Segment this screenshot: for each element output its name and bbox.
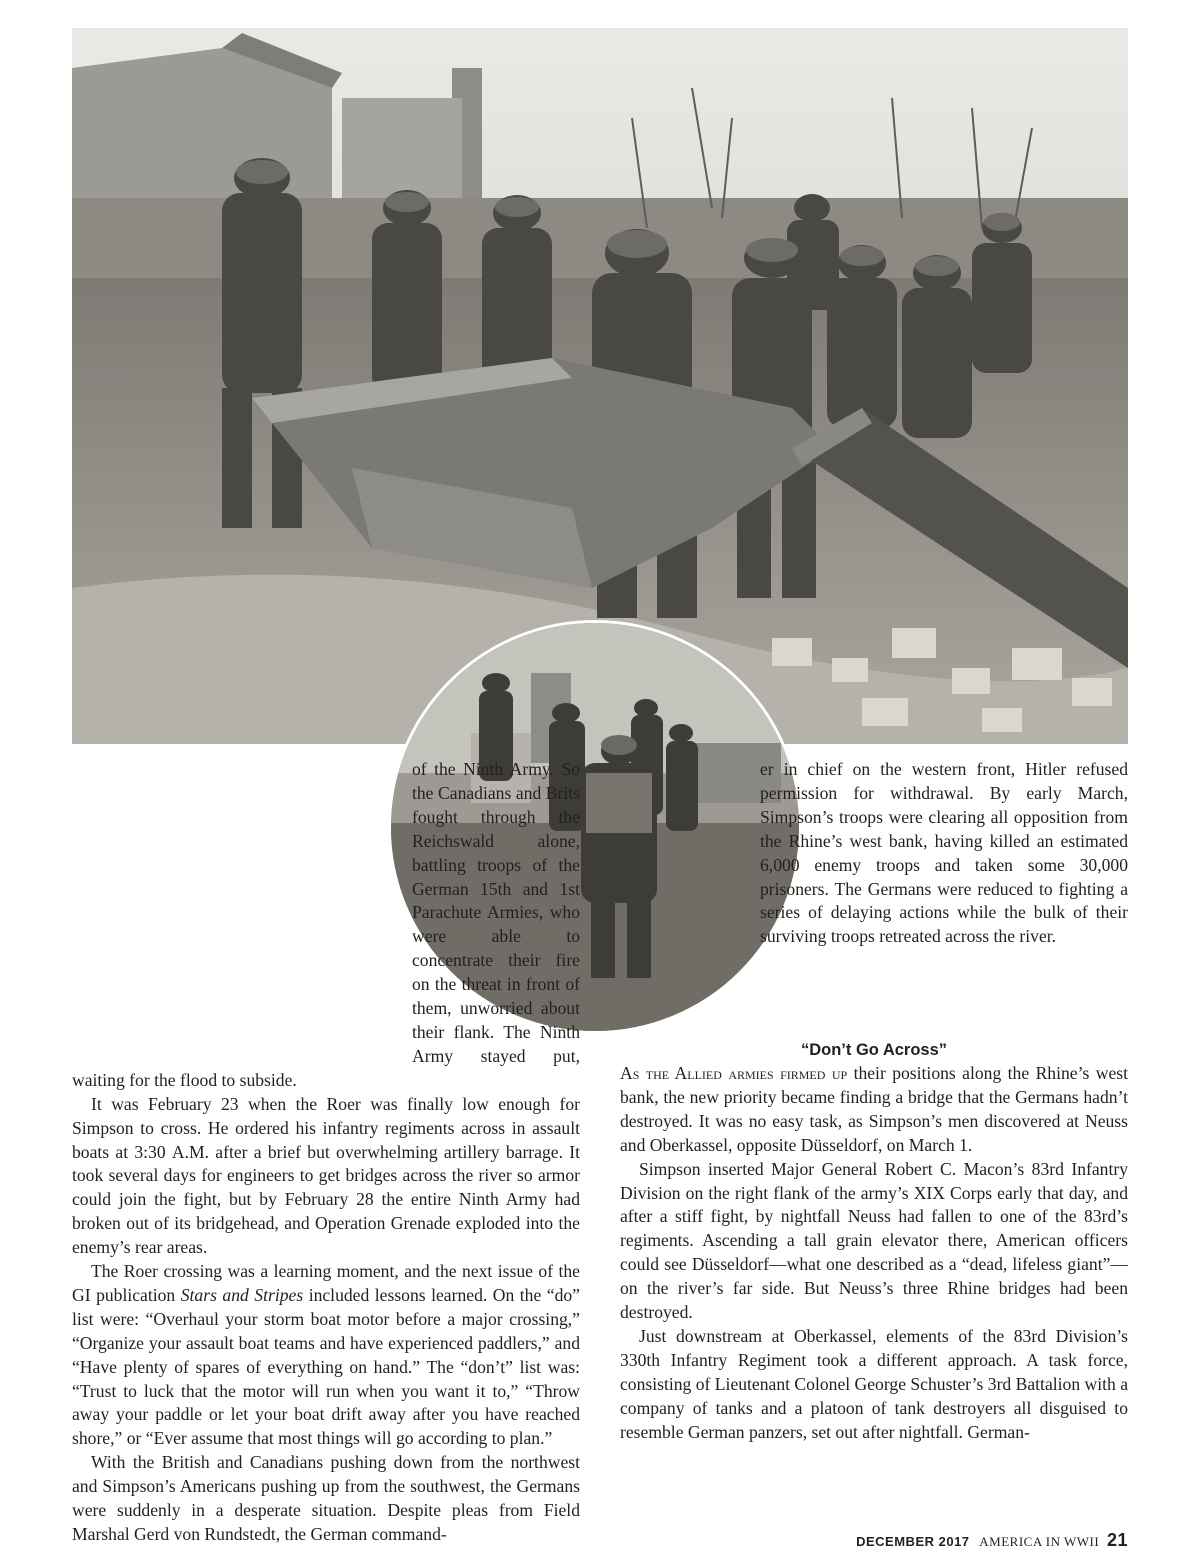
folio-magazine: AMERICA IN WWII (979, 1534, 1100, 1549)
paragraph-roer-crossing-text: It was February 23 when the Roer was finally low enough for Simpson to cross. He ordered his infantry regiments across in assault boats at 3:30 (72, 1093, 580, 1162)
paragraph-hitler-withdrawal: er in chief on the western front, Hitler refused permission for withdrawal. By early March, Simpson’s troops were clearing all opposition from the Rhine’s west bank, having killed an estimated 6,000 enemy troops and taken some 30,000 prisoners. The Germans were reduced to fighting a series of delaying actions while the bulk of their surviving troops retreated across the river. (760, 759, 1128, 947)
paragraph-oberkassel: Just downstream at Oberkassel, elements of the 83rd Division’s 330th Infantry Regiment took a different approach. A task force, consisting of Lieutenant Colonel George Schuster’s 3rd Battalion with a company of tanks and a platoon of tank destroyers all disguised to resemble German panzers, set out after nightfall. German- (620, 1325, 1129, 1442)
paragraph-allied-armies-rest: their positions along the Rhine’s west bank, the new priority became finding a bridge that the Germans hadn’t destroyed. It was no easy task, as Simpson’s men discovered at Neuss and Oberkassel, opposite Düsseldorf, on March 1. (620, 1063, 1128, 1155)
paragraph-lessons-rest: included lessons learned. On the “do” list were: “Overhaul your storm boat motor before a major crossing,” “Organize your assault boat teams and have experienced paddlers,” and “Have plenty of spares of everything on hand.” The “don’t” list was: “Trust to luck that the motor will run when you want it to,” “Throw away your paddle or let your boat drift away after you have reached shore,” or “Ever assume that most things will go according to plan.” (72, 1284, 580, 1449)
text-wrap-spacer (72, 758, 412, 1048)
article-column-right (620, 758, 1128, 1445)
paragraph-allied-armies (620, 1062, 1128, 1158)
paragraph-roer-crossing (72, 1093, 580, 1260)
paragraph-lessons-learned (72, 1260, 580, 1451)
paragraph-roer-crossing-rest: after a brief but overwhelming artillery barrage. It took several days for engineers to get bridges across the river so armor could join the fight, but by February 28 the entire Ninth Army had broken out of its bridgehead, and Operation Grenade exploded into the enemy’s rear areas. (72, 1141, 580, 1258)
lead-in-small-caps: As the Allied armies firmed up (620, 1063, 848, 1083)
publication-title: Stars and Stripes (180, 1284, 304, 1305)
paragraph-desperate-situation: With the British and Canadians pushing down from the northwest and Simpson’s Americans pushing up from the southwest, the Germans were suddenly in a desperate situation. Despite pleas from Field Marshal Gerd von Rundstedt, the German command- (72, 1452, 580, 1544)
page-number: 21 (1106, 1530, 1128, 1550)
paragraph-macon-83rd: Simpson inserted Major General Robert C. Macon’s 83rd Infantry Division on the right flank of the army’s XIX Corps early that day, and after a stiff fight, by nightfall Neuss had fallen to one of the 83rd’s regiments. Ascending a tall grain elevator there, American officers could see Düsseldorf—what one described as a “dead, lifeless giant”—on the river’s far side. But Neuss’s three Rhine bridges had been destroyed. (620, 1158, 1128, 1323)
paragraph-lessons-lead: The Roer crossing was a learning moment, and the next issue of the GI publication (72, 1261, 580, 1305)
section-subhead: “Don’t Go Across” (800, 1041, 948, 1059)
article-column-left (72, 758, 580, 1547)
time-am: A.M. (171, 1141, 210, 1162)
text-wrap-spacer-circle (620, 758, 760, 1028)
paragraph-ninth-army: of the Ninth Army. So the Canadians and Brits fought through the Reichswald alone, battling troops of the German 15th and 1st Parachute Armies, who were able to concentrate their fire on the threat in front of them, unworried about their flank. The Ninth Army stayed put, waiting for the flood to subside. (72, 759, 580, 1090)
page-folio (856, 1530, 1128, 1551)
folio-month: DECEMBER 2017 (856, 1534, 970, 1549)
